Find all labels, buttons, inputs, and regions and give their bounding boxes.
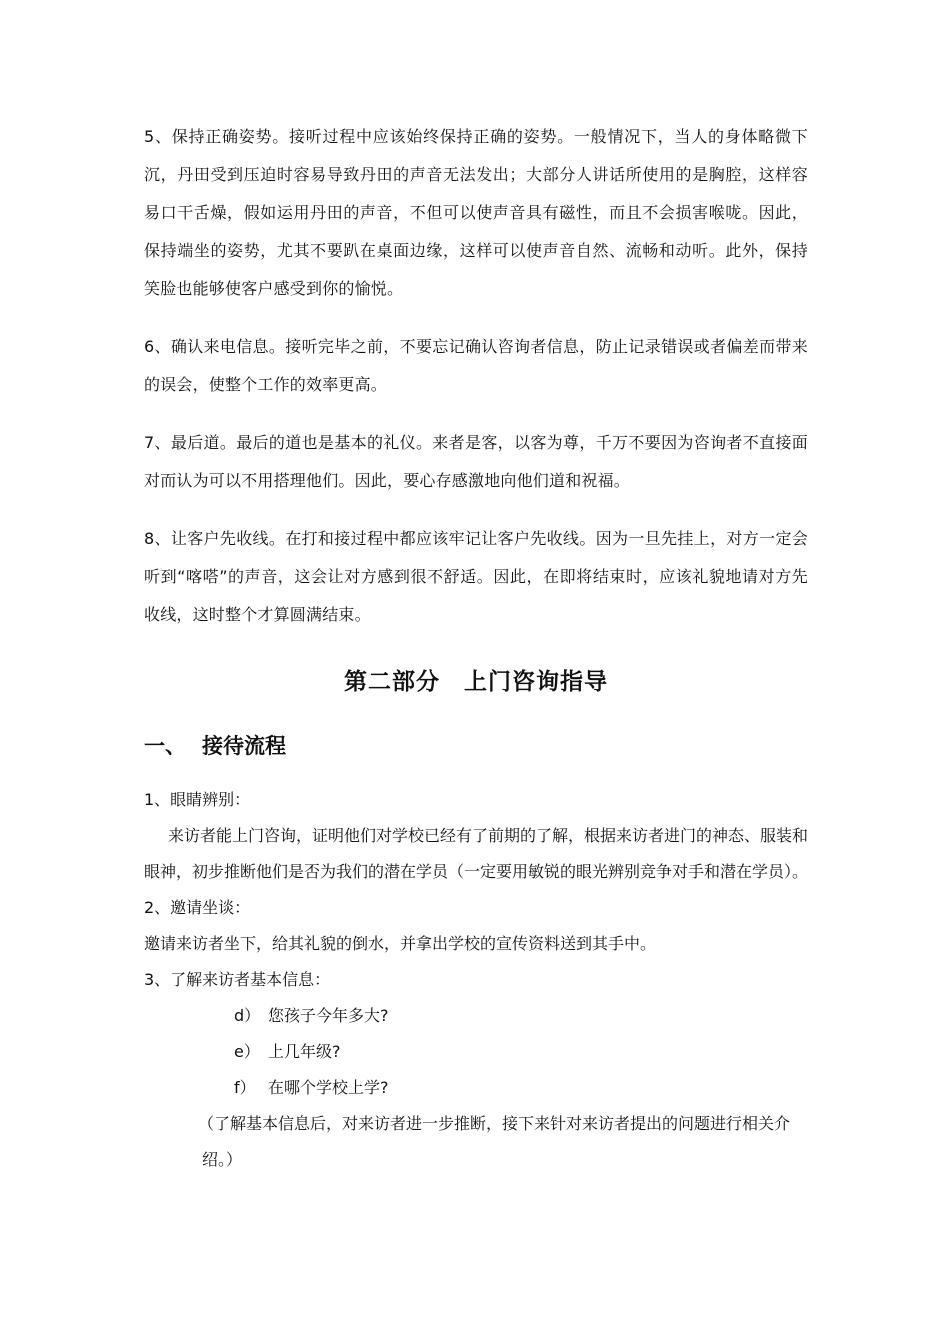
list-item — [144, 1034, 808, 1070]
note-text: （了解基本信息后，对来访者进一步推断，接下来针对来访者提出的问题进行相关介绍。） — [198, 1114, 791, 1169]
paragraph-7: 7、最后道。最后的道也是基本的礼仪。来者是客，以客为尊，千万不要因为咨询者不直接面对而认为可以不用搭理他们。因此，要心存感激地向他们道和祝福。 — [144, 433, 808, 490]
list-text: 您孩子今年多大? — [268, 1006, 389, 1025]
list-text: 在哪个学校上学? — [268, 1078, 389, 1097]
section-heading — [144, 730, 286, 760]
list-item — [144, 1070, 808, 1106]
reception-process — [144, 782, 808, 1178]
section-title: 第二部分 上门咨询指导 — [344, 669, 608, 695]
list-marker: e） — [234, 1042, 260, 1061]
paragraph-6: 6、确认来电信息。接听完毕之前，不要忘记确认咨询者信息，防止记录错误或者偏差而带来的误会，使整个工作的效率更高。 — [144, 337, 808, 394]
paragraph-8: 8、让客户先收线。在打和接过程中都应该牢记让客户先收线。因为一旦先挂上，对方一定会听到“喀嗒”的声音，这会让对方感到很不舒适。因此，在即将结束时，应该礼貌地请对方先收线，这时整个才算圆满结束。 — [144, 529, 808, 624]
step-2-label: 2、邀请坐谈： — [144, 898, 251, 917]
step-1-label: 1、眼睛辨别： — [144, 790, 251, 809]
list-marker: d） — [234, 1006, 261, 1025]
document-page — [144, 118, 809, 1169]
list-item — [144, 998, 808, 1034]
step-2-text: 邀请来访者坐下，给其礼貌的倒水，并拿出学校的宣传资料送到其手中。 — [144, 934, 657, 953]
list-marker: f） — [234, 1078, 256, 1097]
paragraph-5: 5、保持正确姿势。接听过程中应该始终保持正确的姿势。一般情况下，当人的身体略微下沉，丹田受到压迫时容易导致丹田的声音无法发出；大部分人讲话所使用的是胸腔，这样容易口干舌燥，假如运用丹田的声音，不但可以使声音具有磁性，而且不会损害喉咙。因此，保持端坐的姿势，尤其不要趴在桌面边缘，这样可以使声音自然、流畅和动听。此外，保持笑脸也能够使客户感受到你的愉悦。 — [144, 127, 808, 298]
heading-text: 接待流程 — [202, 734, 286, 758]
heading-number: 一、 — [144, 734, 186, 758]
step-1-text: 来访者能上门咨询，证明他们对学校已经有了前期的了解，根据来访者进门的神态、服装和眼神，初步推断他们是否为我们的潜在学员（一定要用敏锐的眼光辨别竞争对手和潜在学员）。 — [144, 826, 809, 881]
step-3-label: 3、了解来访者基本信息： — [144, 970, 331, 989]
list-text: 上几年级? — [268, 1042, 341, 1061]
